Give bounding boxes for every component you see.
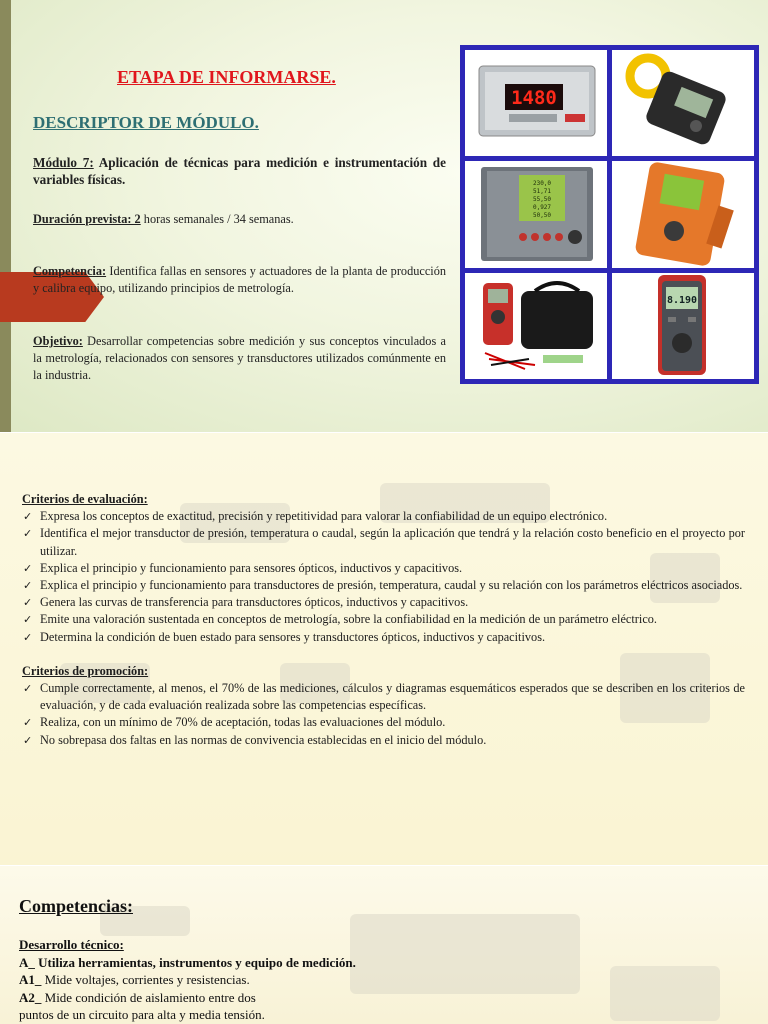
list-item: ✓ Explica el principio y funcionamiento para transductores de presión, temperatura, caudal y su relación con los parámetros eléctricos asociados. (22, 577, 745, 594)
left-accent-strip (0, 0, 11, 432)
faded-component-bg (350, 914, 580, 994)
digital-meter-readout: 8.190 (666, 294, 698, 306)
insulation-tester-icon (612, 161, 754, 267)
competencias-block (19, 936, 356, 1024)
analyzer-line-5: 50,50 (532, 212, 552, 220)
competencia-a1 (19, 971, 356, 989)
duracion-text: horas semanales / 34 semanas. (140, 212, 294, 226)
slide-competencias (0, 866, 768, 1024)
modulo-label: Módulo 7: (33, 155, 94, 170)
panel-meter-image (465, 50, 607, 156)
a1-label: A1_ (19, 972, 42, 988)
list-item: ✓ Cumple correctamente, al menos, el 70% de las mediciones, cálculos y diagramas esquemáticos esperados que se describen en los criterios de evaluación, y de cada evaluación realizada sobre las competencias específicas. (22, 680, 745, 714)
competencia-label: Competencia: (33, 264, 107, 278)
promo-criteria-list (22, 680, 745, 749)
list-item: ✓ Determina la condición de buen estado para sensores y transductores ópticos, inductivos y capacitivos. (22, 629, 745, 646)
duracion-paragraph (33, 211, 446, 228)
list-item: ✓ Emite una valoración sustentada en conceptos de metrología, sobre la confiabilidad en la medición de un parámetro eléctrico. (22, 611, 745, 628)
objetivo-label: Objetivo: (33, 334, 83, 348)
list-item: ✓ No sobrepasa dos faltas en las normas de convivencia establecidas en el inicio del módulo. (22, 732, 745, 749)
criterios-block (22, 491, 745, 749)
descriptor-heading: DESCRIPTOR DE MÓDULO. (33, 113, 259, 132)
multimeter-kit-icon (465, 273, 607, 379)
a2-text: Mide condición de aislamiento entre dos (41, 989, 256, 1005)
slide-title: ETAPA DE INFORMARSE. (117, 67, 336, 87)
a1-text: Mide voltajes, corrientes y resistencias. (41, 972, 250, 988)
modulo-text: Aplicación de técnicas para medición e instrumentación de variables físicas. (33, 155, 446, 187)
power-analyzer-image (465, 161, 607, 267)
duracion-label: Duración prevista: 2 (33, 212, 141, 226)
objetivo-paragraph (33, 333, 446, 384)
objetivo-text: Desarrollar competencias sobre medición y sus conceptos vinculados a la metrología, relacionados con sensores y transductores utilizados comúnmente en la industria. (33, 334, 446, 382)
competencia-a: A_ Utiliza herramientas, instrumentos y equipo de medición. (19, 954, 356, 970)
list-item: ✓ Identifica el mejor transductor de presión, temperatura o caudal, según la aplicación que tendrá y la relación costo beneficio en el proyecto por utilizar. (22, 525, 745, 559)
clamp-meter-icon (612, 50, 754, 156)
promo-criteria-heading: Criterios de promoción: (22, 663, 149, 678)
multimeter-kit-image (465, 273, 607, 379)
list-item: ✓ Genera las curvas de transferencia para transductores ópticos, inductivos y capacitivos. (22, 594, 745, 611)
eval-criteria-heading: Criterios de evaluación: (22, 492, 148, 506)
competencia-text: Identifica fallas en sensores y actuadores de la planta de producción y calibra equipo, utilizando principios de metrología. (33, 264, 446, 295)
eval-criteria-list (22, 508, 745, 646)
list-item: ✓ Expresa los conceptos de exactitud, precisión y repetitividad para valorar la confiabilidad de un equipo electrónico. (22, 508, 745, 525)
insulation-tester-image (612, 161, 754, 267)
analyzer-line-3: 55,50 (532, 196, 552, 204)
faded-component-bg (610, 966, 720, 1021)
analyzer-line-4: 0,927 (532, 204, 552, 212)
desarrollo-tecnico-heading: Desarrollo técnico: (19, 937, 124, 952)
modulo-paragraph (33, 154, 446, 188)
digital-meter-image (612, 273, 754, 379)
competencia-paragraph (33, 263, 446, 297)
clamp-meter-image (612, 50, 754, 156)
competencia-a2-continuation: puntos de un circuito para alta y media tensión. (19, 1007, 265, 1023)
list-item: ✓ Realiza, con un mínimo de 70% de aceptación, todas las evaluaciones del módulo. (22, 714, 745, 731)
a2-label: A2_ (19, 989, 42, 1005)
slide-criterios (0, 433, 768, 865)
analyzer-line-2: 51,71 (532, 188, 552, 196)
list-item: ✓ Explica el principio y funcionamiento para sensores ópticos, inductivos y capacitivos. (22, 560, 745, 577)
instrument-image-grid (460, 45, 759, 384)
panel-meter-readout: 1480 (511, 87, 557, 109)
analyzer-line-1: 230,0 (532, 180, 552, 188)
slide-informarse (0, 0, 768, 432)
competencias-heading: Competencias: (19, 896, 133, 916)
competencia-a2 (19, 989, 356, 1007)
